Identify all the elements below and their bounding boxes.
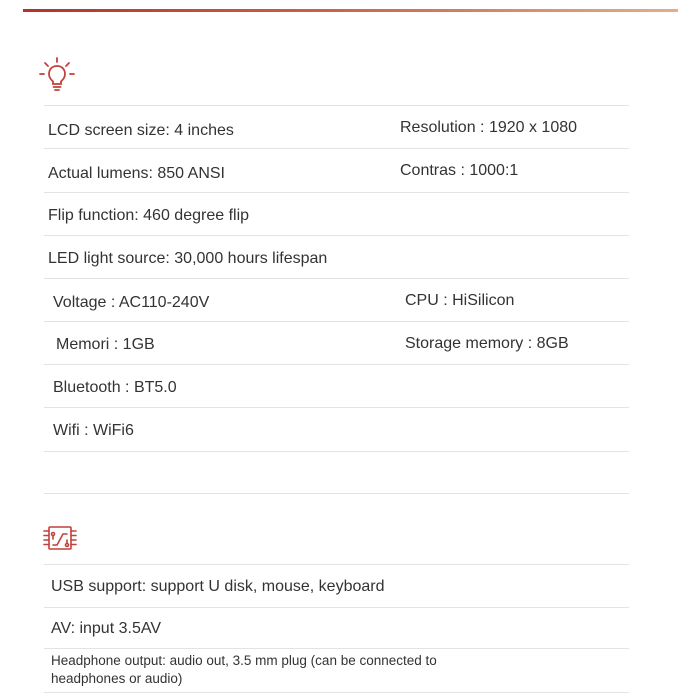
spec-contrast: Contras : 1000:1 — [400, 162, 519, 179]
spec-voltage: Voltage : AC110-240V — [53, 294, 210, 311]
row-divider — [44, 364, 629, 365]
row-divider — [44, 235, 629, 236]
port-headphone-output: Headphone output: audio out, 3.5 mm plug (can be connected to headphones or audio) — [51, 653, 437, 686]
row-divider — [44, 692, 629, 693]
row-divider — [44, 321, 629, 322]
section-divider — [44, 564, 629, 565]
row-divider — [44, 278, 629, 279]
row-divider — [44, 648, 629, 649]
spec-lcd-size: LCD screen size: 4 inches — [48, 122, 234, 139]
spec-led-light-source: LED light source: 30,000 hours lifespan — [48, 250, 328, 267]
spec-flip-function: Flip function: 460 degree flip — [48, 207, 250, 224]
row-divider — [44, 607, 629, 608]
spec-resolution: Resolution : 1920 x 1080 — [400, 119, 578, 136]
section-divider — [44, 105, 629, 106]
spec-memory: Memori : 1GB — [56, 336, 155, 353]
row-divider — [44, 451, 629, 452]
header-accent-bar — [23, 9, 678, 12]
circuit-board-icon — [42, 525, 78, 551]
spec-wifi: Wifi : WiFi6 — [53, 422, 134, 439]
port-usb-support: USB support: support U disk, mouse, keyboard — [51, 578, 385, 595]
section-divider — [44, 493, 629, 494]
spec-storage-memory: Storage memory : 8GB — [405, 335, 569, 352]
row-divider — [44, 407, 629, 408]
port-av-input: AV: input 3.5AV — [51, 620, 161, 637]
lightbulb-icon — [38, 56, 76, 94]
row-divider — [44, 148, 629, 149]
spec-lumens: Actual lumens: 850 ANSI — [48, 165, 225, 182]
spec-cpu: CPU : HiSilicon — [405, 292, 515, 309]
spec-bluetooth: Bluetooth : BT5.0 — [53, 379, 177, 396]
row-divider — [44, 192, 629, 193]
